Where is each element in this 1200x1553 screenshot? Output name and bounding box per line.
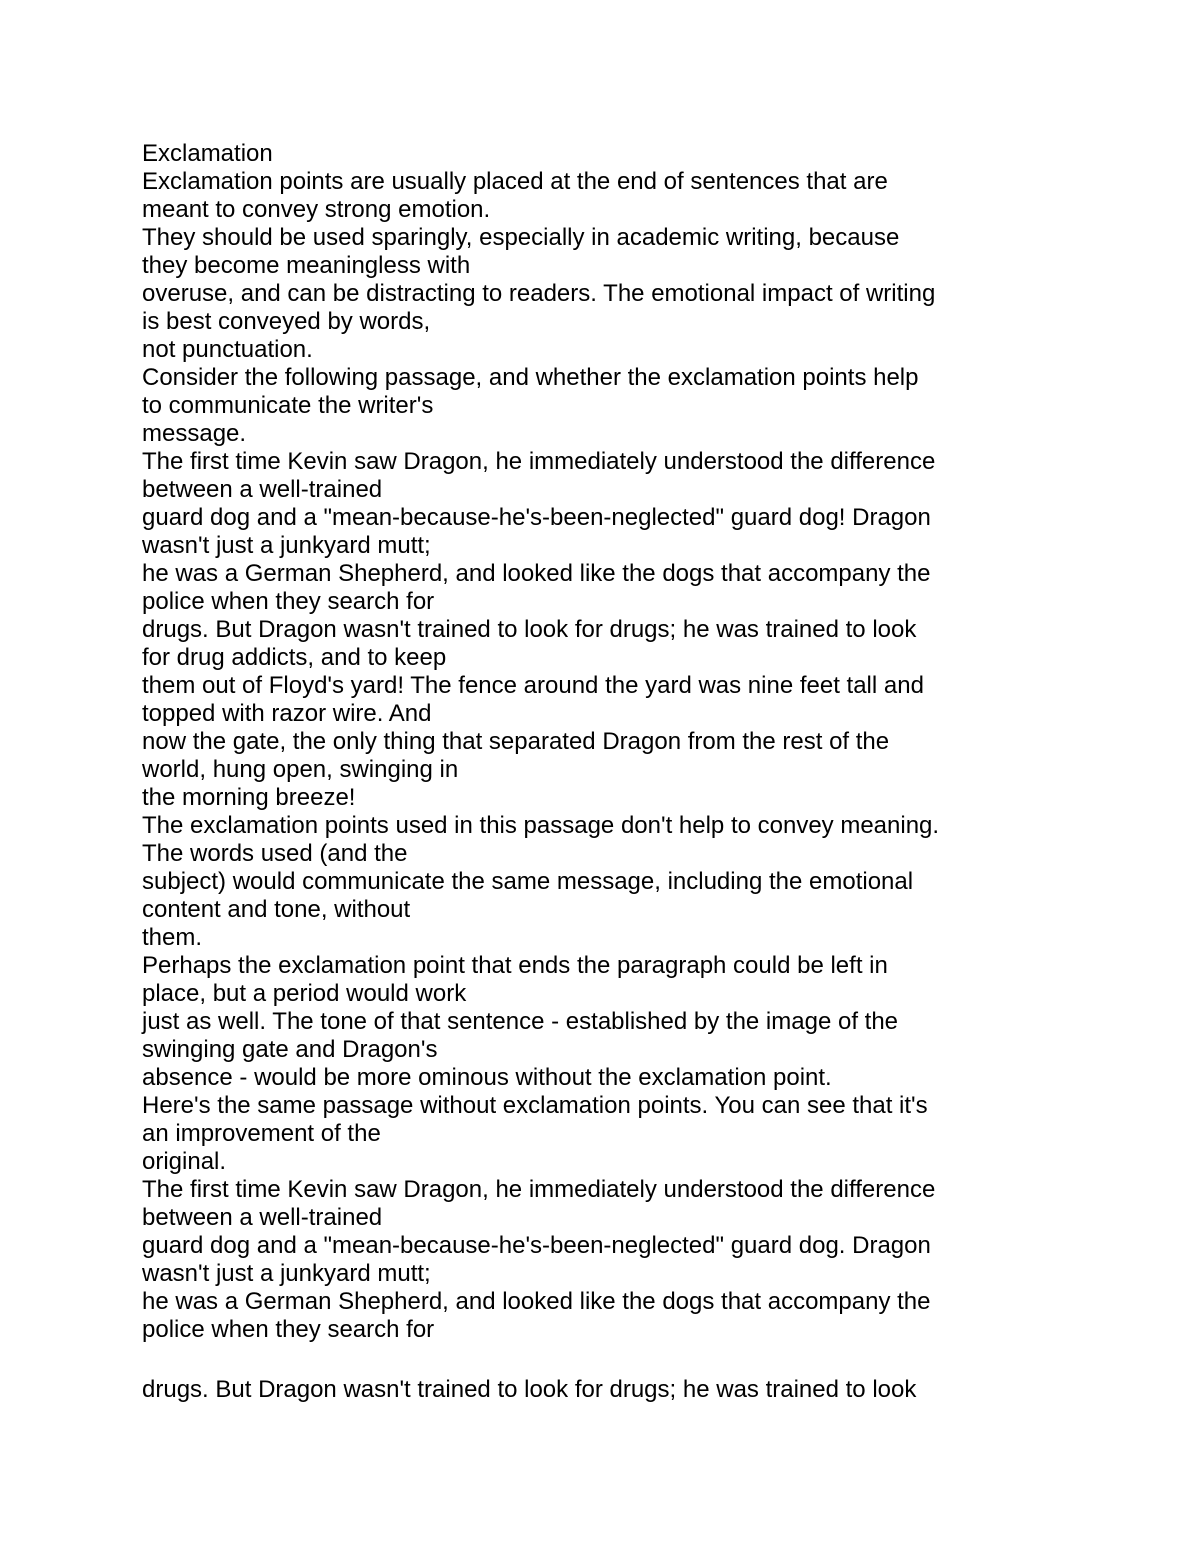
- blank-line: [142, 1344, 1142, 1376]
- text-line: between a well-trained: [142, 1204, 383, 1231]
- text-line: an improvement of the: [142, 1120, 381, 1147]
- text-line: guard dog and a "mean-because-he's-been-neglected" guard dog. Dragon: [142, 1232, 931, 1259]
- text-line: world, hung open, swinging in: [142, 756, 459, 783]
- document-title: Exclamation: [142, 140, 273, 167]
- text-line: guard dog and a "mean-because-he's-been-neglected" guard dog! Dragon: [142, 504, 931, 531]
- text-line: between a well-trained: [142, 476, 383, 503]
- text-line: wasn't just a junkyard mutt;: [142, 1260, 431, 1287]
- text-line: content and tone, without: [142, 896, 411, 923]
- text-line: police when they search for: [142, 588, 435, 615]
- text-line: swinging gate and Dragon's: [142, 1036, 438, 1063]
- text-line: Consider the following passage, and whether the exclamation points help: [142, 364, 919, 391]
- text-line: police when they search for: [142, 1316, 435, 1343]
- text-line: drugs. But Dragon wasn't trained to look for drugs; he was trained to look: [142, 616, 917, 643]
- text-line: now the gate, the only thing that separated Dragon from the rest of the: [142, 728, 890, 755]
- text-line: They should be used sparingly, especially in academic writing, because: [142, 224, 900, 251]
- text-line: drugs. But Dragon wasn't trained to look for drugs; he was trained to look: [142, 1376, 917, 1403]
- text-line: Perhaps the exclamation point that ends the paragraph could be left in: [142, 952, 888, 979]
- text-line: not punctuation.: [142, 336, 313, 363]
- document-body: [142, 140, 1142, 1404]
- text-line: he was a German Shepherd, and looked like the dogs that accompany the: [142, 560, 931, 587]
- text-line: Exclamation points are usually placed at the end of sentences that are: [142, 168, 888, 195]
- text-line: is best conveyed by words,: [142, 308, 431, 335]
- text-line: The first time Kevin saw Dragon, he immediately understood the difference: [142, 1176, 936, 1203]
- text-line: overuse, and can be distracting to readers. The emotional impact of writing: [142, 280, 936, 307]
- text-line: subject) would communicate the same message, including the emotional: [142, 868, 914, 895]
- text-line: he was a German Shepherd, and looked like the dogs that accompany the: [142, 1288, 931, 1315]
- text-line: The first time Kevin saw Dragon, he immediately understood the difference: [142, 448, 936, 475]
- text-line: original.: [142, 1148, 227, 1175]
- text-line: place, but a period would work: [142, 980, 467, 1007]
- text-line: just as well. The tone of that sentence - established by the image of the: [142, 1008, 899, 1035]
- text-line: The words used (and the: [142, 840, 408, 867]
- text-line: them out of Floyd's yard! The fence around the yard was nine feet tall and: [142, 672, 924, 699]
- text-line: them.: [142, 924, 203, 951]
- text-line: they become meaningless with: [142, 252, 471, 279]
- text-line: to communicate the writer's: [142, 392, 434, 419]
- text-line: message.: [142, 420, 247, 447]
- text-line: for drug addicts, and to keep: [142, 644, 447, 671]
- text-line: absence - would be more ominous without the exclamation point.: [142, 1064, 832, 1091]
- text-line: Here's the same passage without exclamation points. You can see that it's: [142, 1092, 928, 1119]
- text-line: meant to convey strong emotion.: [142, 196, 491, 223]
- text-line: wasn't just a junkyard mutt;: [142, 532, 431, 559]
- text-line: topped with razor wire. And: [142, 700, 432, 727]
- text-line: the morning breeze!: [142, 784, 356, 811]
- text-line: The exclamation points used in this passage don't help to convey meaning.: [142, 812, 940, 839]
